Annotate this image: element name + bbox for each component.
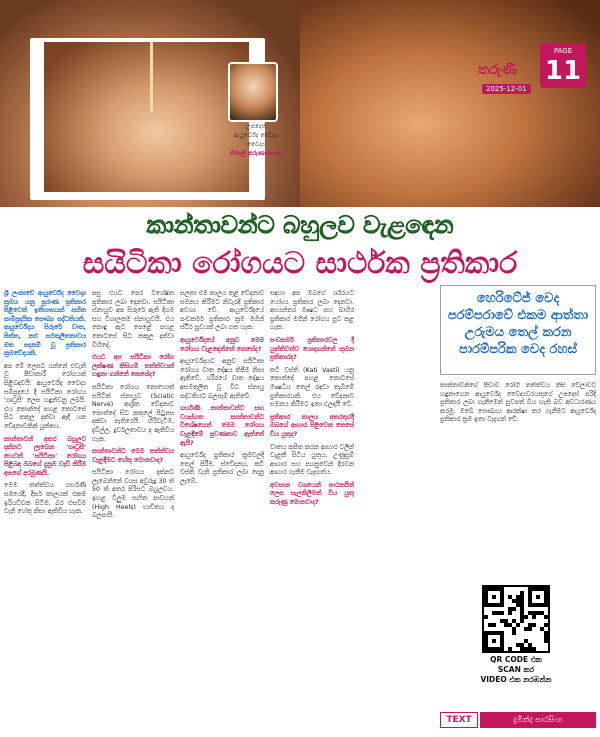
qr-code[interactable]	[482, 585, 550, 653]
paragraph: කාන්තාවන් අතර බහුලව දක්නට ලැබෙන 'ගෘධ්‍රසී' හෙවත් 'සයිටිකා' රෝගය පිළිබඳ ඔබගේ දැනුම වැඩි කිරීම අපගේ අරමුණයි.	[4, 435, 86, 477]
qr-caption-line1: QR CODE එක	[490, 655, 542, 664]
sidebar-highlight-box: හෙරිටේජ් වෙද පරම්පරාවේ එකම ආත්තා උරුමය තෙල් කරන පාරම්පරික වෙද රහස්	[440, 285, 596, 375]
paragraph: සයිටිකා රෝගය දක්නට ලැබෙන්නේ වයස අවුරුදු 30 ත් 50 ත් අතර පිරිසට බහුලවය. ඉහළ විලුඹ සහිත පාවහන් (High Heels) භාවිතය ද බලපායි.	[92, 469, 174, 520]
article-column-1	[4, 290, 86, 730]
author-caption-line3: වෛද්‍ය	[247, 141, 265, 148]
paragraph: අප මේ ලෙසට යන්නේ එවැනි වූ පීඩාකාරී රෝගයක් පිළිබඳවයි. ආයුර්වේද වෛද්‍ය සම්ප්‍රදායේ දී සයිටිකා රෝගය 'ගෘධ්‍රසී' ලෙස හඳුන්වනු ලබයි. එය කොන්දේ පහළ කොටසේ සිට කකුල දක්වා ඇදී යන වේදනාවකින් යුක්තය.	[4, 362, 86, 430]
article-column-3	[180, 290, 264, 730]
paragraph: පංචකර්ම ප්‍රතිකාරවල දී යුක්තිවත්ව යොදාගන්නේ කුමන ප්‍රතිකාරද?	[270, 336, 354, 362]
author-caption-line1: උපදෙස්	[246, 123, 266, 130]
author-caption-line2: ආයුර්වේද වෛද්‍ය	[233, 132, 279, 139]
paragraph: ආයුර්වේදයේ අනුව මෙම රෝගය වැළඳෙන්නේ කෙසේද?	[180, 336, 264, 353]
paragraph: එයට අප සයිටිකා රෝග ලක්ෂණ කිසියම් තත්ත්වයක් හඳුනා ගන්නේ කෙසේද?	[92, 354, 174, 379]
headline-line1: කාන්තාවන්ට බහුලව වැළඳෙන	[146, 211, 454, 239]
hero-photo-band	[0, 0, 600, 207]
masthead-logo-text: තරුණී	[478, 62, 517, 78]
paragraph: අවසාන වශයෙන් පාඨකයින් ලෙස සැලකිලිමත් විය යුතු කරුණු මොනවාද?	[270, 481, 354, 507]
paragraph: ශ්‍රී ලංකාවේ ආයුර්වේද වෛද්‍ය ක්‍රමය යනු පුරාණ ප්‍රතිකාර පිළිවෙත් ඉතිහාසයක් සහිත සාම්ප්‍රදායික සෞඛ්‍ය පද්ධතියකි. ආයුර්වේදය සිරුරේ වාත, පිත්ත, කඵ සමතුලිතතාවය මත පදනම් වූ ප්‍රතිකාර ක්‍රමවේදයකි.	[4, 290, 86, 358]
masthead-logo	[478, 44, 596, 108]
page-number: 11	[544, 56, 582, 86]
paragraph: සලකා එම කාලය තුළ වේදනාව සමනය කිරීමට නිවැරදි ප්‍රතිකාර අවශ්‍ය වේ. ආයුර්වේදයේ පංචකර්ම ප්‍රතිකාර ක්‍රම මගින් ස්ථිර සුවයක් ලබා ගත හැක.	[180, 290, 264, 332]
paragraph: මෙම තත්ත්වය ගර්භණී සමයේදී, දීර්ඝ කාලයක් එකම ඉරියව්වක සිටීම, බර එසවීම වැනි හේතු නිසා ඇතිවිය හැක.	[4, 482, 86, 516]
paragraph: කාන්තාවන්ගේ පීඩාව රෝගී තත්ත්වය නිසි වේලාවට හඳුනාගෙන ආයුර්වේද වෛද්‍යවරයකුගේ උපදෙස් පරිදි ප්‍රතිකාර ලබා ගැනීමෙන් සුවපත් විය හැකි බව අවධාරණය කරමු. ඔබේ සෞඛ්‍යය ආරක්ෂා කර ගැනීමට ආයුර්වේද ප්‍රතිකාර ක්‍රම ඉතා වැදගත් වේ.	[440, 382, 596, 424]
oil-stream-graphic	[150, 42, 153, 112]
page-badge	[540, 44, 586, 88]
footer-author-name: දුමින්ද සාරසිංහ	[480, 712, 596, 728]
paragraph: ගර්භණී කාන්තාවන්ට සහ වයස්ගත කාන්තාවන්ට විශේෂයෙන් මෙම රෝගය වැළඳීමේ ප්‍රවණතාව ඇත්තේ ඇයි?	[180, 405, 264, 447]
issue-date: 2025-12-01	[482, 84, 531, 94]
paragraph: ප්‍රතිකාර කාලය අතරතුරදී ඔබගේ ආහාර පිළිවෙත කෙසේ විය යුතුද?	[270, 413, 354, 438]
paragraph: වාතය කුපිත කරන ආහාර වලින් වැළකී සිටිය යුතුය. උණුසුම් ආහාර සහ පහසුවෙන් දිරවන ආහාර ගැනීම වැදගත්ය.	[270, 443, 354, 477]
footer-brand	[440, 712, 596, 728]
page-label: PAGE	[553, 47, 573, 55]
article-column-2	[92, 290, 174, 730]
article-column-5	[440, 382, 596, 572]
paragraph: පසු එයට පෙර විශේෂිත ප්‍රතිකාර ලබා දෙනවා. සයිටිකා ස්නායුව අප සිරුරේ ඇති දිගම සහ විශාලතම ස්නායුවයි. එය කොඳු ඇට පෙළේ පහළ කොටසේ සිට කකුල දක්වා විහිදේ.	[92, 290, 174, 349]
headline-line2: සයිටිකා රෝගයට සාර්ථක ප්‍රතිකාර	[82, 246, 518, 281]
paragraph: ආයුර්වේද ප්‍රතිකාර ක්‍රමවලදී තෙල් පිරීම, ස්වේදනය, කටි වස්ති වැනි ප්‍රතිකාර ලබා දෙනු ලැබේ.	[180, 452, 264, 485]
author-portrait	[228, 62, 278, 122]
article-column-4b	[360, 290, 434, 730]
paragraph: සඳහා අප ඔබගේ ශරීරයට යෝග්‍ය ප්‍රතිකාර ලබා දෙනවා. අභ්‍යන්තර ඖෂධ සහ බාහිර ප්‍රතිකාර මගින් රෝගය සුව කළ හැක.	[270, 290, 354, 332]
article-column-4	[270, 290, 354, 730]
paragraph: සයිටිකා රෝගය නොහොත් සයිටික් ස්නායුව (Sciatic Nerve) ආශ්‍රිත වේදනාව කොන්දේ සිට කකුලේ පිටුපස දක්වා පැතිරෙයි. හිරිවැටීම, දැවිල්ල, දුර්වලතාවය ද ඇතිවිය හැක.	[92, 383, 174, 443]
qr-caption-line3: VIDEO එක නරඹන්න	[480, 675, 552, 684]
author-caption	[222, 122, 290, 158]
paragraph: ආයුර්වේදයට අනුව සයිටිකා රෝගය වාත දෝෂය කිපීම නිසා ඇතිවේ. ශරීරයේ වාත දෝෂය අසමතුලිත වූ විට ස්නායු පද්ධතියට බලපෑම් ඇතිවේ.	[180, 358, 264, 400]
inset-photo-oil-pouring	[44, 42, 249, 192]
author-name: නිමාලී කරුණානායක	[229, 150, 283, 157]
paragraph: කාන්තාවන්ට මෙම තත්ත්වය වැළඳීමට හේතු මොනවාද?	[92, 448, 174, 464]
qr-caption-line2: SCAN කර	[497, 665, 535, 674]
qr-caption	[470, 655, 562, 685]
paragraph: කටි වස්ති (Kati Vasti) යනු කොන්දේ පහළ කොටසේ ඖෂධීය තෙල් රඳවා තැබීමේ ප්‍රතිකාරයකි. එය වේදනාව සමනය කිරීමට ඉතා ඵලදායී වේ.	[270, 366, 354, 409]
footer-brand-text: TEXT	[440, 712, 478, 728]
